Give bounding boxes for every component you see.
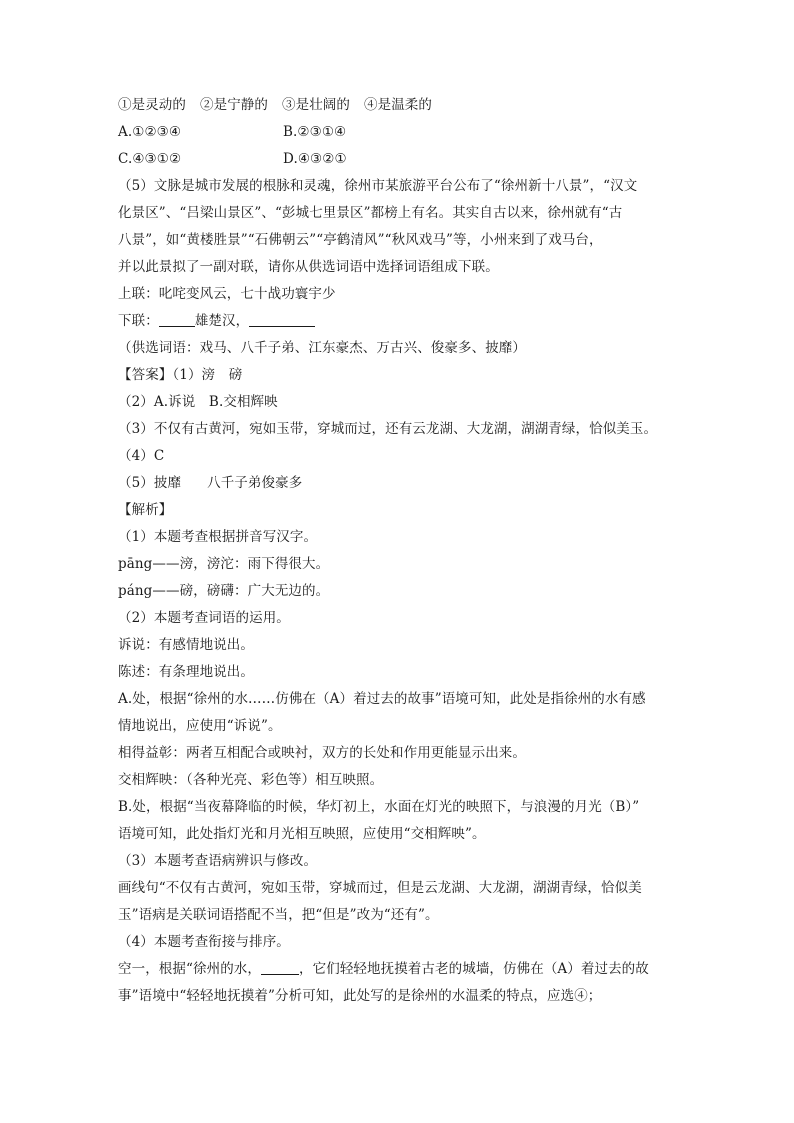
answer-1: 【答案】（1）滂 磅 — [118, 367, 243, 383]
choice-d: D.④③②① — [283, 151, 347, 167]
analysis-line: 诉说：有感情地说出。 — [118, 637, 254, 653]
analysis-line: 陈述：有条理地说出。 — [118, 664, 254, 680]
analysis-line: （4）本题考查衔接与排序。 — [118, 934, 290, 950]
analysis-line: A.处，根据“徐州的水……仿佛在（A）着过去的故事”语境可知，此处是指徐州的水有感 — [118, 691, 646, 707]
couplet-lower-prefix: 下联： — [118, 313, 159, 329]
answer-4: （4）C — [118, 448, 165, 464]
answer-5-right: 八千子弟俊豪多 — [207, 475, 303, 491]
analysis-line: 语境可知，此处指灯光和月光相互映照，应使用“交相辉映”。 — [118, 826, 486, 842]
word-choices: （供选词语：戏马、八千子弟、江东豪杰、万古兴、俊豪多、披靡） — [118, 340, 526, 356]
choice-row-2 — [118, 146, 678, 173]
blank-2 — [249, 311, 315, 327]
analysis-line: 相得益彰：两者互相配合或映衬，双方的长处和作用更能显示出来。 — [118, 745, 526, 761]
question-5-line-4: 并以此景拟了一副对联，请你从供选词语中选择词语组成下联。 — [118, 259, 499, 275]
analysis-line-suffix: ，它们轻轻地抚摸着古老的城墙，仿佛在（A）着过去的故 — [299, 961, 649, 977]
question-5-line-2: 化景区”、“吕梁山景区”、“彭城七里景区”都榜上有名。其实自古以来，徐州就有“古 — [118, 205, 623, 221]
analysis-line: B.处，根据“当夜幕降临的时候，华灯初上，水面在灯光的映照下，与浪漫的月光（B）” — [118, 799, 640, 815]
choice-row-1 — [118, 119, 678, 146]
statement-1: ①是灵动的 — [118, 97, 186, 113]
blank-1 — [159, 311, 195, 327]
analysis-line: páng——磅，磅礴：广大无边的。 — [118, 583, 330, 599]
document-page — [118, 92, 678, 1010]
couplet-upper: 上联：叱咤变风云，七十战功寰宇少 — [118, 286, 336, 302]
statement-2: ②是宁静的 — [200, 97, 268, 113]
analysis-line: （1）本题考查根据拼音写汉字。 — [118, 529, 318, 545]
choice-a: A.①②③④ — [118, 124, 182, 140]
analysis-line: 画线句“不仅有古黄河，宛如玉带，穿城而过，但是云龙湖、大龙湖，湖湖青绿，恰似美 — [118, 880, 642, 896]
analysis-line: 情地说出，应使用“诉说”。 — [118, 718, 282, 734]
analysis-line: （3）本题考查语病辨识与修改。 — [118, 853, 318, 869]
analysis-line: pāng——滂，滂沱：雨下得很大。 — [118, 556, 330, 572]
statement-options — [118, 92, 678, 119]
analysis-heading: 【解析】 — [118, 502, 173, 518]
question-5-line-3: 八景”，如“黄楼胜景”“石佛朝云”“亭鹤清风”“秋风戏马”等，小州来到了戏马台， — [118, 232, 603, 248]
answer-2: （2）A.诉说 B.交相辉映 — [118, 394, 278, 410]
statement-4: ④是温柔的 — [364, 97, 432, 113]
question-5-line-1: （5）文脉是城市发展的根脉和灵魂，徐州市某旅游平台公布了“徐州新十八景”，“汉文 — [118, 178, 638, 194]
couplet-lower — [118, 308, 678, 335]
blank-3 — [261, 959, 299, 975]
analysis-line: （2）本题考查词语的运用。 — [118, 610, 290, 626]
choice-c: C.④③①② — [118, 151, 182, 167]
answer-3: （3）不仅有古黄河，宛如玉带，穿城而过，还有云龙湖、大龙湖，湖湖青绿，恰似美玉。 — [118, 421, 658, 437]
answer-5 — [118, 470, 678, 497]
analysis-line: 交相辉映：（各种光亮、彩色等）相互映照。 — [118, 772, 384, 788]
statement-3: ③是壮阔的 — [282, 97, 350, 113]
choice-b: B.②③①④ — [283, 124, 347, 140]
analysis-line-prefix: 空一，根据“徐州的水， — [118, 961, 262, 977]
analysis-line: 事”语境中“轻轻地抚摸着”分析可知，此处写的是徐州的水温柔的特点，应选④； — [118, 988, 602, 1004]
answer-5-left: （5）披靡 — [118, 475, 182, 491]
analysis-line — [118, 956, 678, 983]
couplet-lower-mid: 雄楚汉， — [194, 313, 250, 329]
analysis-line: 玉”语病是关联词语搭配不当，把“但是”改为“还有”。 — [118, 907, 439, 923]
